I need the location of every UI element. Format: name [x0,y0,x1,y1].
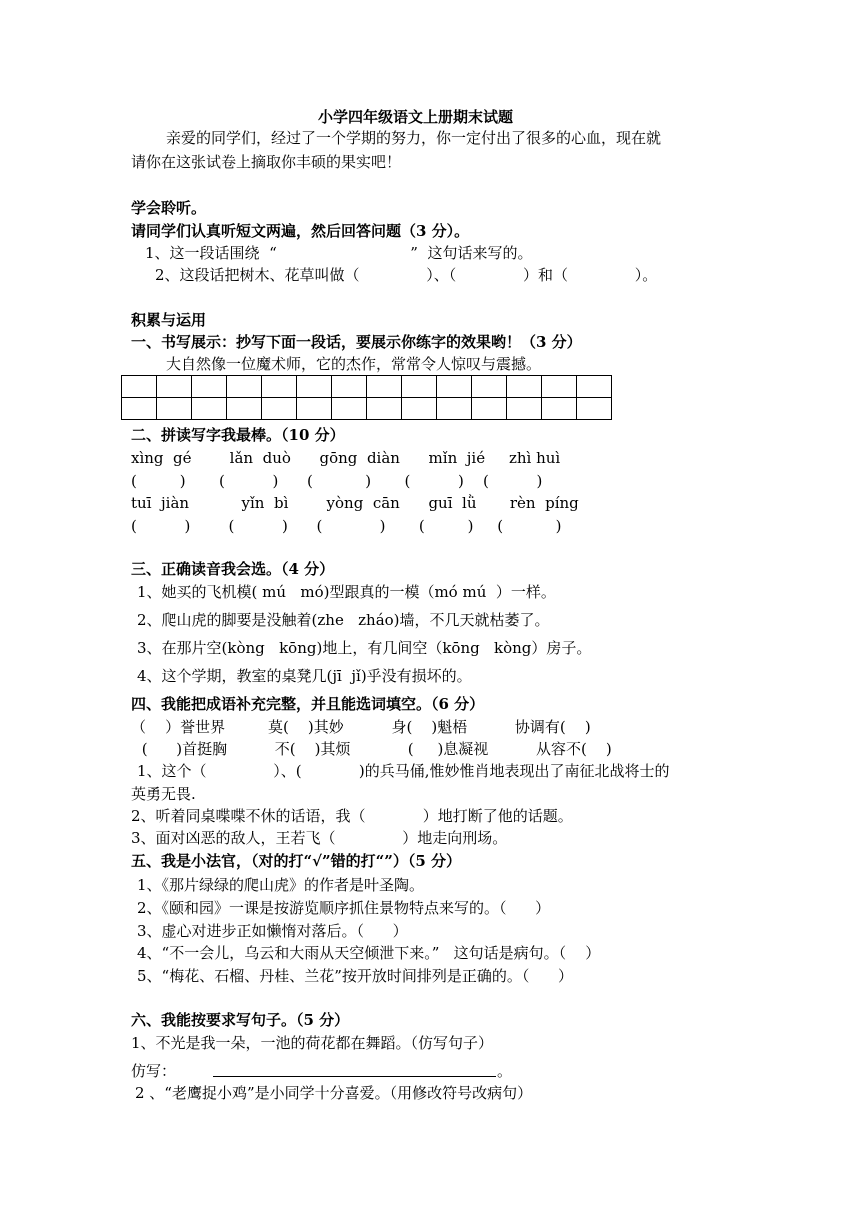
section-1-title: 一、书写展示：抄写下面一段话，要展示你练字的效果哟！（3 分） [131,333,582,351]
grid-cell[interactable] [262,376,297,398]
grid-cell[interactable] [227,398,262,420]
judge-item-2: 2、《颐和园》一课是按游览顺序抓住景物特点来写的。（ ） [137,899,551,917]
pronunciation-item-2: 2、爬山虎的脚要是没触着(zhe zháo)墙，不几天就枯萎了。 [137,611,550,629]
section-2-title: 二、拼读写字我最棒。（10 分） [131,426,345,444]
grid-cell[interactable] [332,376,367,398]
section-5-title: 五、我是小法官，（对的打“√”错的打“”）（5 分） [131,852,462,870]
listening-q2: 2、这段话把树木、花草叫做（ ）、（ ）和（ ）。 [155,266,658,284]
grid-cell[interactable] [577,398,612,420]
grid-cell[interactable] [262,398,297,420]
fill-q1-line-1: 1、这个（ ）、( )的兵马俑,惟妙惟肖地表现出了南征北战将士的 [137,762,670,780]
fill-q3: 3、面对凶恶的敌人，王若飞（ ）地走向刑场。 [131,829,508,847]
grid-cell[interactable] [472,376,507,398]
listening-heading: 学会聆听。 [131,199,207,217]
pronunciation-item-4: 4、这个学期，教室的桌凳几(jī jǐ)乎没有损坏的。 [137,667,472,685]
section-3-title: 三、正确读音我会选。（4 分） [131,560,335,578]
grid-cell[interactable] [157,398,192,420]
grid-cell[interactable] [542,398,577,420]
grid-cell[interactable] [367,376,402,398]
grid-cell[interactable] [297,376,332,398]
page-title: 小学四年级语文上册期末试题 [318,108,514,126]
grid-cell[interactable] [577,376,612,398]
copy-text: 大自然像一位魔术师，它的杰作，常常令人惊叹与震撼。 [166,355,542,373]
grid-cell[interactable] [402,376,437,398]
pronunciation-item-3: 3、在那片空(kòng kōng)地上，有几间空（kōng kòng）房子。 [137,639,592,657]
grid-cell[interactable] [297,398,332,420]
grid-cell[interactable] [507,376,542,398]
listening-instruction: 请同学们认真听短文两遍，然后回答问题（3 分）。 [131,222,470,240]
writing-grid [121,375,612,420]
grid-cell[interactable] [507,398,542,420]
judge-item-5: 5、“梅花、石榴、丹桂、兰花”按开放时间排列是正确的。（ ） [137,967,573,985]
grid-cell[interactable] [402,398,437,420]
grid-cell[interactable] [367,398,402,420]
imitate-label: 仿写： [131,1062,177,1080]
grid-cell[interactable] [157,376,192,398]
grid-cell[interactable] [227,376,262,398]
fill-q1-line-2: 英勇无畏. [131,785,196,803]
grid-cell[interactable] [437,376,472,398]
grid-cell[interactable] [192,376,227,398]
imitate-end: 。 [497,1062,513,1080]
paren-row-2: ( ) ( ) ( ) ( ) ( ) [131,517,562,535]
imitate-answer-line[interactable] [213,1076,496,1077]
grid-cell[interactable] [472,398,507,420]
grid-cell[interactable] [122,398,157,420]
grid-cell[interactable] [122,376,157,398]
grid-cell[interactable] [437,398,472,420]
section-6-title: 六、我能按要求写句子。（5 分） [131,1011,350,1029]
intro-line-1: 亲爱的同学们，经过了一个学期的努力，你一定付出了很多的心血，现在就 [166,129,662,147]
accumulation-heading: 积累与运用 [131,311,207,329]
grid-cell[interactable] [542,376,577,398]
pinyin-row-1: xìng gé lǎn duò gōng diàn mǐn jié zhì huì [131,449,561,467]
pinyin-row-2: tuī jiàn yǐn bì yòng cān guī lǜ rèn píng [131,494,579,512]
fill-q2: 2、听着同桌喋喋不休的话语，我（ ）地打断了他的话题。 [131,807,573,825]
judge-item-4: 4、“不一会儿，乌云和大雨从天空倾泄下来。” 这句话是病句。（ ） [137,944,601,962]
section-4-title: 四、我能把成语补充完整，并且能选词填空。（6 分） [131,695,485,713]
grid-cell[interactable] [192,398,227,420]
sentence-q1: 1、不光是我一朵，一池的荷花都在舞蹈。（仿写句子） [131,1034,494,1052]
listening-q1: 1、这一段话围绕 “ ” 这句话来写的。 [145,244,533,262]
intro-line-2: 请你在这张试卷上摘取你丰硕的果实吧！ [131,153,402,171]
judge-item-3: 3、虚心对进步正如懒惰对落后。（ ） [137,922,408,940]
paren-row-1: ( ) ( ) ( ) ( ) ( ) [131,472,543,490]
pronunciation-item-1: 1、她买的飞机模( mú mó)型跟真的一模（mó mú ）一样。 [137,583,556,601]
idiom-row-1: （ ）誉世界 莫( )其妙 身( )魁梧 协调有( ) [131,718,591,736]
grid-cell[interactable] [332,398,367,420]
sentence-q2: 2 、“老鹰捉小鸡”是小同学十分喜爱。（用修改符号改病句） [135,1084,533,1102]
idiom-row-2: ( )首挺胸 不( )其烦 ( )息凝视 从容不( ) [137,740,612,758]
judge-item-1: 1、《那片绿绿的爬山虎》的作者是叶圣陶。 [137,876,425,894]
